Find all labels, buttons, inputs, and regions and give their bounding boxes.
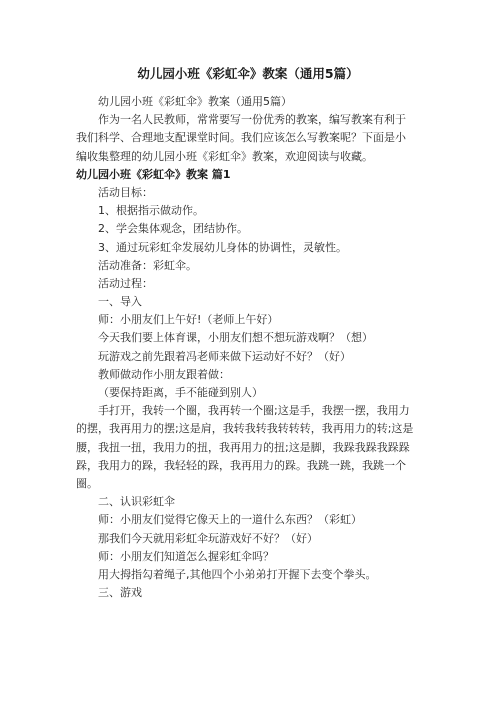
paragraph-line: 跺，我用力的跺，我轻轻的跺，我再用力的跺。我跳一跳，我跳一个 [76,458,406,472]
paragraph-line: 二、认识彩虹伞 [98,495,175,509]
paragraph-line: （要保持距离，手不能碰到别人） [98,386,263,399]
paragraph-line: 我们科学、合理地支配课堂时间。我们应该怎么写教案呢？下面是小 [76,131,406,145]
document-body [76,93,424,602]
paragraph-line: 编收集整理的幼儿园小班《彩虹伞》教案，欢迎阅读与收藏。 [76,149,373,163]
paragraph-line: 活动准备：彩虹伞。 [98,258,197,272]
paragraph-line: 今天我们要上体育课，小朋友们想不想玩游戏啊？（想） [98,331,373,345]
paragraph-line: 师：小朋友们觉得它像天上的一道什么东西？（彩虹） [98,513,362,527]
paragraph-line: 玩游戏之前先跟着冯老师来做下运动好不好？（好） [98,349,351,363]
paragraph-line: 用大拇指勾着绳子,其他四个小弟弟打开握下去变个拳头。 [98,567,377,581]
paragraph-line: 手打开，我转一个圈，我再转一个圈;这是手，我摆一摆，我用力 [98,404,410,418]
paragraph-line: 一、导入 [98,295,142,309]
document-title: 幼儿园小班《彩虹伞》教案（通用5篇） [137,66,359,81]
paragraph-line: 幼儿园小班《彩虹伞》教案（通用5篇） [98,95,292,108]
paragraph-line: 3、通过玩彩虹伞发展幼儿身体的协调性，灵敏性。 [98,240,347,254]
paragraph-line: 1、根据指示做动作。 [98,204,204,218]
paragraph-line: 活动目标： [98,185,153,199]
paragraph-line: 那我们今天就用彩虹伞玩游戏好不好？（好） [98,531,318,545]
paragraph-line: 活动过程： [98,276,153,290]
paragraph-line: 教师做动作小朋友跟着做： [98,367,230,381]
paragraph-line: 师：小朋友们上午好!（老师上午好） [98,313,279,327]
paragraph-line: 圈。 [76,476,98,490]
paragraph-line: 2、学会集体观念，团结协作。 [98,222,248,236]
paragraph-line: 的摆，我再用力的摆;这是肩，我转我转我转转转，我再用力的转;这是 [76,422,414,436]
paragraph-line: 作为一名人民教师，常常要写一份优秀的教案，编写教案有利于 [98,113,406,127]
paragraph-line: 师：小朋友们知道怎么握彩虹伞吗？ [98,549,274,563]
section-heading: 幼儿园小班《彩虹伞》教案 篇1 [76,167,231,181]
paragraph-line: 三、游戏 [98,586,142,600]
paragraph-line: 腰，我扭一扭，我用力的扭，我再用力的扭;这是脚，我跺我跺我跺跺 [76,440,410,454]
